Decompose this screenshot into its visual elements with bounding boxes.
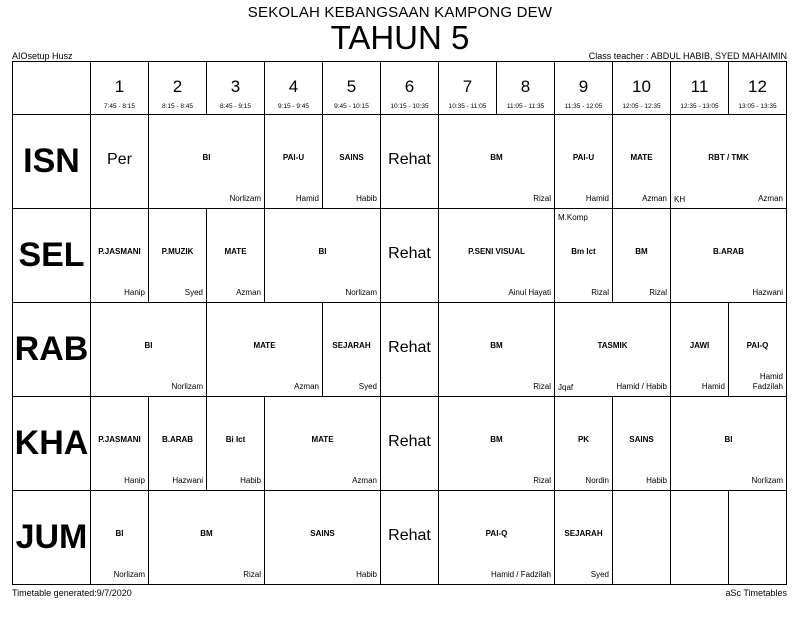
subject-label: PAI-Q [485,529,508,538]
teacher-label [356,194,377,204]
teacher-label [491,570,551,580]
lesson-cell [671,209,787,303]
teacher-name: Hanip [124,288,145,297]
period-time: 10:35 - 11:05 [448,103,487,110]
subject-label: B.ARAB [161,435,194,444]
period-header [671,62,729,115]
lesson-cell [729,303,787,397]
subject-label: Rehat [388,433,431,450]
teacher-name: Azman [642,194,667,203]
period-number: 6 [404,77,415,96]
teacher-label [533,476,551,486]
period-time: 7:45 - 8:15 [103,103,136,110]
lesson-cell [613,491,671,585]
teacher-name: Rizal [591,288,609,297]
period-time: 13:05 - 13:35 [738,103,777,110]
day-row [13,303,787,397]
lesson-cell [555,115,613,209]
teacher-name: Syed [358,382,377,391]
lesson-cell [323,303,381,397]
teacher-label [533,194,551,204]
period-header [497,62,555,115]
subject-label: SEJARAH [564,529,603,538]
teacher-label [752,288,783,298]
period-time: 9:45 - 10:15 [334,103,369,110]
teacher-label [359,382,377,392]
day-label: JUM [13,491,91,585]
teacher-name: Rizal [533,476,551,485]
subject-label: PK [577,435,590,444]
lesson-cell [265,397,381,491]
teacher-label [591,288,609,298]
teacher-name: Ainul Hayati [508,288,551,297]
subject-label: BM [200,529,213,538]
period-header [323,62,381,115]
period-number: 5 [346,77,357,96]
subject-label: P.MUZIK [161,247,194,256]
period-number: 10 [632,77,651,96]
lesson-cell [91,115,149,209]
teacher-label [753,372,783,392]
period-time: 11:05 - 11:35 [506,103,545,110]
teacher-label [124,476,145,486]
subject-label: MATE [253,341,276,350]
lesson-cell [613,209,671,303]
period-time: 9:15 - 9:45 [277,103,310,110]
period-header [439,62,497,115]
lesson-cell [207,397,265,491]
teacher-name: Hamid [295,194,319,203]
teacher-label [586,194,609,204]
subject-label: BI [202,153,211,162]
subject-label: BM [635,247,648,256]
timetable-grid [12,61,787,585]
lesson-cell [323,115,381,209]
lesson-cell [149,115,265,209]
lesson-cell [91,209,149,303]
subject-label: BM [490,341,503,350]
subject-label: B.ARAB [712,247,745,256]
teacher-name: Rizal [533,382,551,391]
teacher-name: Norlizam [751,476,783,485]
day-label: RAB [13,303,91,397]
subject-label: JAWI [689,341,710,350]
room-label: M.Komp [558,213,588,222]
period-number: 7 [462,77,473,96]
period-number: 3 [230,77,241,96]
subject-label: MATE [224,247,247,256]
subject-label: SAINS [310,529,335,538]
teacher-label [296,194,319,204]
lesson-cell [381,397,439,491]
teacher-label [240,476,261,486]
lesson-cell [555,491,613,585]
period-time: 8:45 - 9:15 [219,103,252,110]
lesson-cell [729,491,787,585]
subject-label: P.SENI VISUAL [468,247,525,256]
period-header [265,62,323,115]
teacher-label [649,288,667,298]
page-title: TAHUN 5 [330,19,470,56]
subject-label: TASMIK [597,341,628,350]
teacher-label [356,570,377,580]
lesson-cell [439,115,555,209]
teacher-name: Azman [758,194,783,203]
lesson-cell [265,115,323,209]
group-label: KH [674,195,686,204]
subject-label: PAI-U [572,153,595,162]
setup-label: AIOsetup Husz [12,51,73,61]
day-label: ISN [13,115,91,209]
teacher-name: Norlizam [229,194,261,203]
lesson-cell [149,209,207,303]
teacher-label [185,288,203,298]
lesson-cell [671,115,787,209]
period-time: 12:05 - 12:35 [622,103,661,110]
lesson-cell [439,491,555,585]
teacher-label [646,476,667,486]
lesson-cell [149,397,207,491]
day-label: KHA [13,397,91,491]
subject-label: Bm Ict [571,247,596,256]
teacher-label [352,476,377,486]
teacher-name: Habib [240,476,261,485]
teacher-label [702,382,725,392]
teacher-label [294,382,319,392]
corner-cell [13,62,91,115]
lesson-cell [671,303,729,397]
period-time: 12:35 - 13:05 [680,103,719,110]
software-credit-label: aSc Timetables [725,588,787,598]
day-label: SEL [13,209,91,303]
period-header [91,62,149,115]
period-time: 8:15 - 8:45 [161,103,194,110]
teacher-label [591,570,609,580]
teacher-name: Rizal [649,288,667,297]
teacher-name: Hazwani [752,288,783,297]
subject-label: SAINS [339,153,364,162]
teacher-name: Norlizam [345,288,377,297]
subject-label: PAI-U [282,153,305,162]
teacher-name: Hamid [759,372,783,381]
day-row [13,115,787,209]
period-header [381,62,439,115]
generated-date-label: Timetable generated:9/7/2020 [12,588,132,598]
teacher-label [508,288,551,298]
lesson-cell [265,209,381,303]
lesson-cell [91,491,149,585]
day-row [13,209,787,303]
teacher-label [751,476,783,486]
teacher-label [236,288,261,298]
teacher-name: Habib [646,476,667,485]
subject-label: SAINS [629,435,654,444]
teacher-name: Syed [590,570,609,579]
subject-label: PAI-Q [746,341,769,350]
lesson-cell [91,303,207,397]
period-number: 9 [578,77,589,96]
group-label: Jqaf [558,383,574,392]
teacher-name: Azman [236,288,261,297]
subject-label: MATE [630,153,653,162]
subject-label: Rehat [388,245,431,262]
teacher-label [345,288,377,298]
subject-label: MATE [311,435,334,444]
lesson-cell [207,303,323,397]
subject-label: BI [318,247,327,256]
teacher-label [243,570,261,580]
lesson-cell [439,397,555,491]
teacher-name: Hamid [701,382,725,391]
subject-label: BM [490,153,503,162]
teacher-label [172,476,203,486]
teacher-name: Hamid / Fadzilah [490,570,551,579]
subject-label: Per [107,151,132,168]
teacher-name: Azman [294,382,319,391]
period-number: 8 [520,77,531,96]
lesson-cell [671,491,729,585]
period-time: 10:15 - 10:35 [390,103,429,110]
subject-label: BI [144,341,153,350]
lesson-cell [439,209,555,303]
subject-label: BI [724,435,733,444]
period-number: 1 [114,77,125,96]
lesson-cell [555,397,613,491]
subject-label: Bi Ict [225,435,246,444]
teacher-label [124,288,145,298]
lesson-cell [381,303,439,397]
period-number: 12 [748,77,767,96]
period-header [555,62,613,115]
teacher-name: Habib [356,570,377,579]
lesson-cell [671,397,787,491]
subject-label: BM [490,435,503,444]
teacher-name: Azman [352,476,377,485]
teacher-name: Rizal [243,570,261,579]
period-number: 4 [288,77,299,96]
teacher-name: Norlizam [171,382,203,391]
lesson-cell [381,115,439,209]
class-teacher-label: Class teacher : ABDUL HABIB, SYED MAHAIMIN [588,51,787,61]
subject-label: BI [115,529,124,538]
subject-label: Rehat [388,151,431,168]
period-header [149,62,207,115]
lesson-cell [381,209,439,303]
teacher-label [642,194,667,204]
teacher-label [171,382,203,392]
day-row [13,491,787,585]
subject-label: Rehat [388,527,431,544]
lesson-cell [613,115,671,209]
subject-label: Rehat [388,339,431,356]
teacher-label [616,382,667,392]
period-header [207,62,265,115]
teacher-label [229,194,261,204]
teacher-name: Hanip [124,476,145,485]
period-time: 11:35 - 12:05 [564,103,603,110]
teacher-name: Hamid / Habib [616,382,667,391]
teacher-label [758,194,783,204]
period-header [613,62,671,115]
subject-label: RBT / TMK [708,153,749,162]
teacher-name: Hazwani [172,476,203,485]
teacher-name: Fadzilah [752,382,783,391]
teacher-name: Syed [184,288,203,297]
period-number: 2 [172,77,183,96]
teacher-name: Norlizam [113,570,145,579]
lesson-cell [613,397,671,491]
lesson-cell [381,491,439,585]
period-header [729,62,787,115]
teacher-name: Hamid [585,194,609,203]
subject-label: P.JASMANI [98,247,141,256]
lesson-cell [555,303,671,397]
lesson-cell [149,491,265,585]
teacher-name: Rizal [533,194,551,203]
day-row [13,397,787,491]
teacher-label [113,570,145,580]
subject-label: P.JASMANI [98,435,141,444]
lesson-cell [439,303,555,397]
lesson-cell [265,491,381,585]
lesson-cell [207,209,265,303]
teacher-label [533,382,551,392]
period-number: 11 [690,77,709,96]
teacher-name: Nordin [585,476,609,485]
teacher-label [585,476,609,486]
school-name: SEKOLAH KEBANGSAAN KAMPONG DEW [247,4,553,21]
lesson-cell [555,209,613,303]
lesson-cell [91,397,149,491]
teacher-name: Habib [356,194,377,203]
subject-label: SEJARAH [332,341,371,350]
